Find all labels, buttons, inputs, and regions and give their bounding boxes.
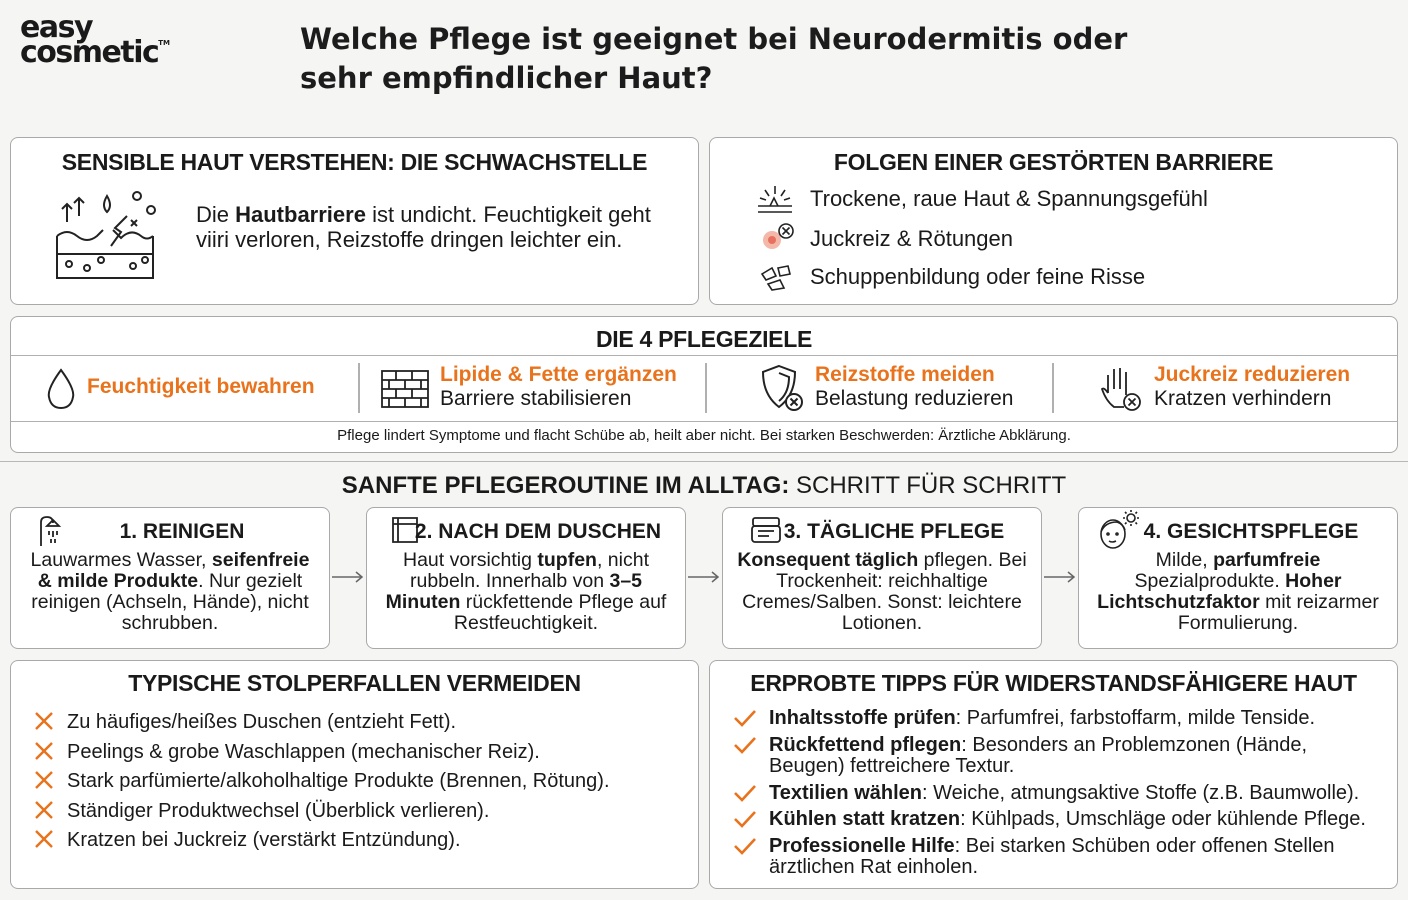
goal-subtitle: Belastung reduzieren [815, 387, 1014, 410]
routine-title [0, 472, 1408, 500]
routine-title-bold: SANFTE PFLEGEROUTINE IM ALLTAG: [341, 472, 790, 499]
goals-divider-top [11, 355, 1397, 356]
goal-item [705, 357, 1052, 419]
skin-barrier-icon [51, 186, 161, 282]
logo-line1: easy [20, 10, 93, 45]
tip-item: Rückfettend pflegen: Besonders an Problemzonen (Hände, Beugen) fettreichere Textur. [732, 735, 1377, 777]
understand-text-post: ist undicht. Feuchtigkeit geht viiri verloren, Reizstoffe dringen leichter ein. [196, 202, 651, 252]
tip-item: Kühlen statt kratzen: Kühlpads, Umschläge oder kühlende Pflege. [732, 809, 1377, 830]
goal-title: Reizstoffe meiden [815, 363, 995, 386]
arrow-right-icon [1042, 570, 1078, 584]
goal-item [11, 357, 358, 419]
cross-icon [33, 829, 67, 852]
logo [20, 10, 171, 70]
goal-separator [1052, 363, 1054, 413]
understand-section [10, 137, 699, 305]
tip-item: Textilien wählen: Weiche, atmungsaktive Stoffe (z.B. Baumwolle). [732, 783, 1377, 804]
cross-icon [33, 711, 67, 734]
step-body: Milde, parfumfreie Spezialprodukte. Hoher Lichtschutzfaktor mit reizarmer Formulierung. [1097, 549, 1379, 634]
redness-icon [758, 222, 798, 252]
understand-text-pre: Die [196, 202, 236, 227]
routine-title-rest: SCHRITT FÜR SCHRITT [789, 472, 1067, 499]
hand-x-icon [1098, 363, 1146, 413]
routine-step [722, 507, 1042, 649]
logo-line2: cosmetic [20, 34, 159, 70]
goals-title: DIE 4 PFLEGEZIELE [596, 326, 812, 352]
goals-section [10, 316, 1398, 453]
step-title: 2. NACH DEM DUSCHEN [414, 520, 662, 543]
pitfall-item: Stark parfümierte/alkoholhaltige Produkte (Brennen, Rötung). [33, 770, 610, 793]
tip-item: Inhaltsstoffe prüfen: Parfumfrei, farbstoffarm, milde Tenside. [732, 708, 1377, 729]
arrow-right-icon [330, 570, 366, 584]
cross-icon [33, 800, 67, 823]
tips-section [709, 660, 1398, 889]
flakes-icon [758, 262, 796, 292]
consequences-section [709, 137, 1398, 305]
step-body: Haut vorsichtig tupfen, nicht rubbeln. Innerhalb von 3–5 Minuten rückfettende Pflege auf Restfeuchtigkeit. [385, 549, 667, 634]
goal-title: Lipide & Fette ergänzen [440, 363, 677, 386]
goal-title: Juckreiz reduzieren [1154, 363, 1351, 386]
understand-text [196, 202, 656, 252]
step-body: Konsequent täglich pflegen. Bei Trockenheit: reichhaltige Cremes/Salben. Sonst: leichtere Lotionen. [737, 549, 1027, 634]
drop-icon [45, 367, 77, 411]
cross-icon [33, 741, 67, 764]
cross-icon [33, 770, 67, 793]
tips-title: ERPROBTE TIPPS FÜR WIDERSTANDSFÄHIGERE HAUT [750, 670, 1357, 696]
routine-step [1078, 507, 1398, 649]
understand-text-bold: Hautbarriere [235, 202, 366, 227]
goal-subtitle: Barriere stabilisieren [440, 387, 632, 410]
routine-step [366, 507, 686, 649]
check-icon [732, 708, 758, 728]
step-title: 3. TÄGLICHE PFLEGE [783, 520, 1005, 543]
pitfalls-title: TYPISCHE STOLPERFALLEN VERMEIDEN [128, 670, 581, 696]
shield-x-icon [759, 363, 805, 413]
goal-subtitle: Kratzen verhindern [1154, 387, 1332, 410]
goal-item [358, 357, 705, 419]
goal-item [1052, 357, 1399, 419]
consequences-title: FOLGEN EINER GESTÖRTEN BARRIERE [833, 149, 1274, 175]
pitfall-item: Zu häufiges/heißes Duschen (entzieht Fett). [33, 711, 456, 734]
dry-skin-icon [756, 184, 794, 214]
check-icon [732, 783, 758, 803]
check-icon [732, 735, 758, 755]
consequence-item: Juckreiz & Rötungen [810, 226, 1013, 251]
step-title: 4. GESICHTSPFLEGE [1143, 520, 1359, 543]
goals-divider-bottom [11, 421, 1397, 422]
brick-wall-icon [380, 369, 430, 409]
goal-separator [358, 363, 360, 413]
page-title: Welche Pflege ist geeignet bei Neurodermitis oder sehr empfindlicher Haut? [300, 22, 1128, 95]
step-body: Lauwarmes Wasser, seifenfreie & milde Produkte. Nur gezielt reinigen (Achseln, Hände), nicht schrubben. [30, 549, 310, 634]
tip-item: Professionelle Hilfe: Bei starken Schüben oder offenen Stellen ärztlichen Rat einholen. [732, 836, 1377, 878]
consequence-item: Schuppenbildung oder feine Risse [810, 264, 1146, 289]
routine-step [10, 507, 330, 649]
goals-note: Pflege lindert Symptome und flacht Schübe ab, heilt aber nicht. Bei starken Beschwerden: Ärztliche Abklärung. [337, 427, 1071, 444]
goal-separator [705, 363, 707, 413]
check-icon [732, 809, 758, 829]
goal-title: Feuchtigkeit bewahren [87, 375, 315, 398]
logo-trademark: TM [158, 38, 171, 47]
understand-title: SENSIBLE HAUT VERSTEHEN: DIE SCHWACHSTELLE [61, 149, 648, 175]
step-title: 1. REINIGEN [119, 520, 245, 543]
section-divider [0, 461, 1408, 462]
pitfall-item: Kratzen bei Juckreiz (verstärkt Entzündung). [33, 829, 461, 852]
check-icon [732, 836, 758, 856]
pitfall-item: Ständiger Produktwechsel (Überblick verlieren). [33, 800, 489, 823]
consequence-item: Trockene, raue Haut & Spannungsgefühl [810, 186, 1208, 211]
pitfalls-section [10, 660, 699, 889]
arrow-right-icon [686, 570, 722, 584]
pitfall-item: Peelings & grobe Waschlappen (mechanischer Reiz). [33, 741, 540, 764]
